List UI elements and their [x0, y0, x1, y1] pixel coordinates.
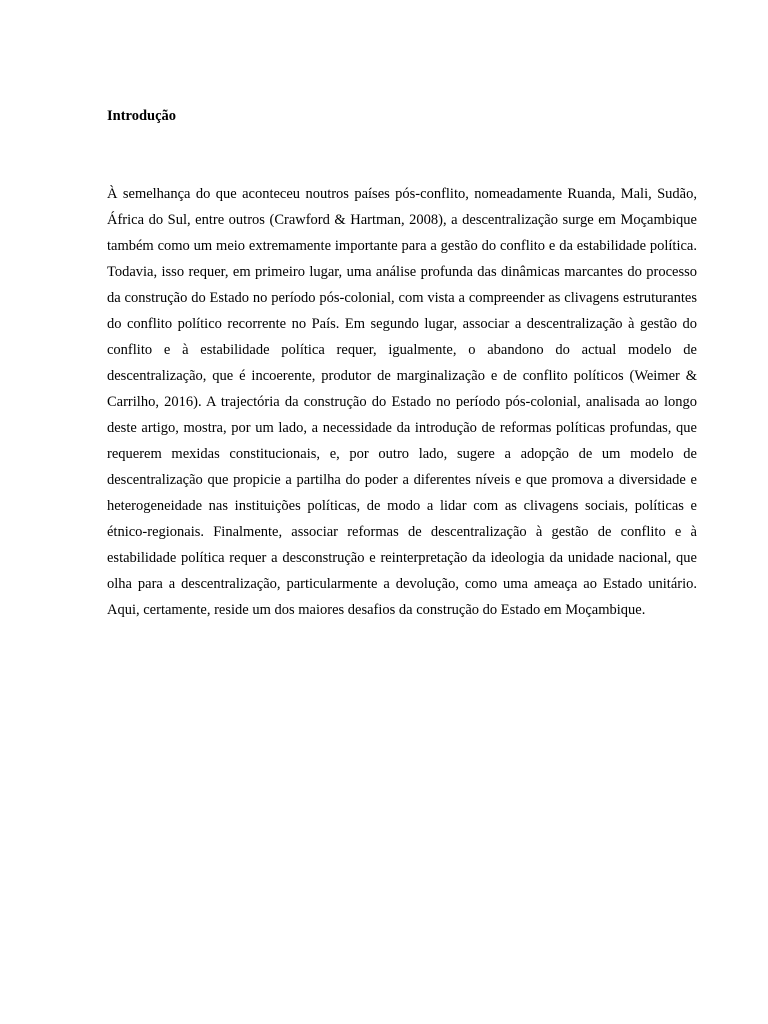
- section-heading: Introdução: [107, 108, 177, 124]
- body-paragraph: À semelhança do que aconteceu noutros países pós-conflito, nomeadamente Ruanda, Mali, Sudão, África do Sul, entre outros (Crawford & Hartman, 2008), a descentralização surge em Moçambique também como um meio extremamente importante para a gestão do conflito e da estabilidade política. Todavia, isso requer, em primeiro lugar, uma análise profunda das dinâmicas marcantes do processo da construção do Estado no período pós-colonial, com vista a compreender as clivagens estruturantes do conflito político recorrente no País. Em segundo lugar, associar a descentralização à gestão do conflito e à estabilidade política requer, igualmente, o abandono do actual modelo de descentralização, que é incoerente, produtor de marginalização e de conflito políticos (Weimer & Carrilho, 2016). A trajectória da construção do Estado no período pós-colonial, analisada ao longo deste artigo, mostra, por um lado, a necessidade da introdução de reformas políticas profundas, que requerem mexidas constitucionais, e, por outro lado, sugere a adopção de um modelo de descentralização que propicie a partilha do poder a diferentes níveis e que promova a diversidade e heterogeneidade nas instituições políticas, de modo a lidar com as clivagens sociais, políticas e étnico-regionais. Finalmente, associar reformas de descentralização à gestão de conflito e à estabilidade política requer a desconstrução e reinterpretação da ideologia da unidade nacional, que olha para a descentralização, particularmente a devolução, como uma ameaça ao Estado unitário. Aqui, certamente, reside um dos maiores desafios da construção do Estado em Moçambique.: [107, 186, 697, 618]
